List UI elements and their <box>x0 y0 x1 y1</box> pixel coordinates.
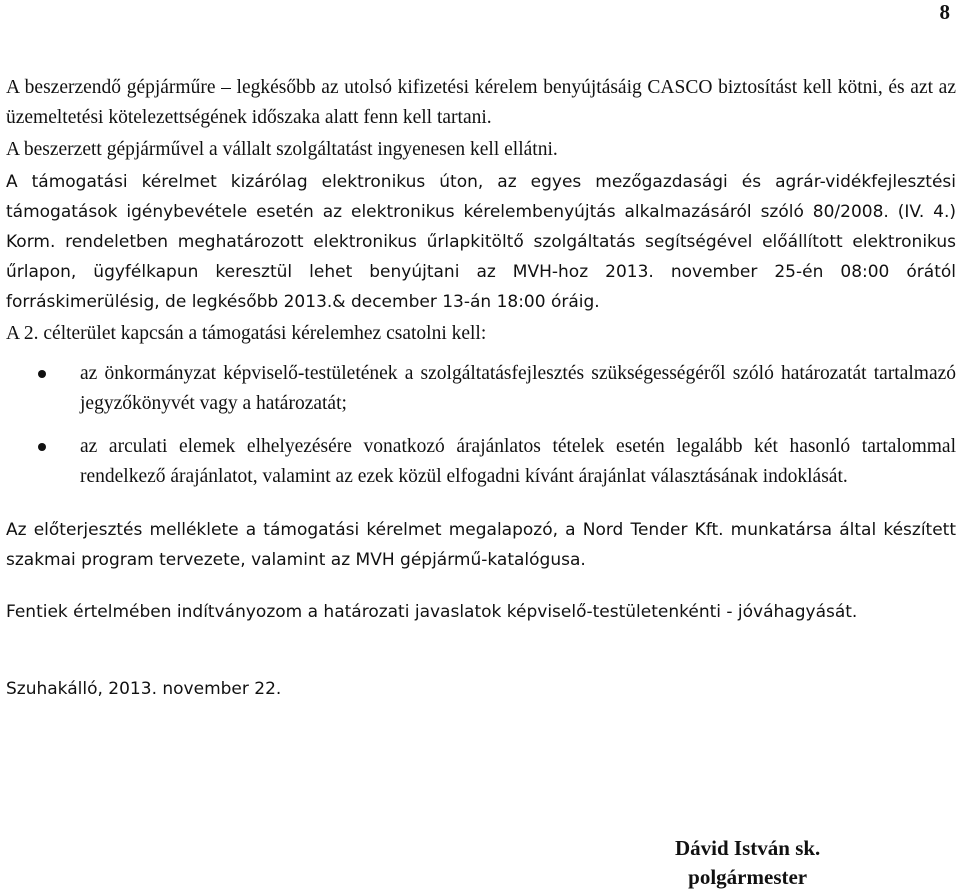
bullet-icon <box>38 443 46 451</box>
paragraph-free-service: A beszerzett gépjárművel a vállalt szolgáltatást ingyenesen kell ellátni. <box>6 139 558 160</box>
document-body <box>6 73 956 704</box>
paragraph-annex: Az előterjesztés melléklete a támogatási kérelmet megalapozó, a Nord Tender Kft. munkatársa által készített szakmai program tervezete, valamint az MVH gépjármű-katalógusa. <box>6 520 956 570</box>
list-item-text: az önkormányzat képviselő-testületének a szolgáltatásfejlesztés szükségességéről szóló határozatát tartalmazó jegyzőkönyvét vagy a határozatát; <box>80 363 956 414</box>
place-date: Szuhakálló, 2013. november 22. <box>6 679 282 699</box>
bullet-icon <box>38 370 46 378</box>
paragraph-proposal: Fentiek értelmében indítványozom a határozati javaslatok képviselő-testületenkénti - jóváhagyását. <box>6 602 858 622</box>
paragraph-casco: A beszerzendő gépjárműre – legkésőbb az utolsó kifizetési kérelem benyújtásáig CASCO biztosítást kell kötni, és azt az üzemeltetési kötelezettségének időszaka alatt fenn kell tartani. <box>6 77 956 128</box>
page-number: 8 <box>939 0 950 24</box>
list-item <box>6 359 956 419</box>
paragraph-application: A támogatási kérelmet kizárólag elektronikus úton, az egyes mezőgazdasági és agrár-vidékfejlesztési támogatások igénybevétele esetén az elektronikus kérelembenyújtás alkalmazásáról szóló 80/2008. (IV. 4.) Korm. rendeletben meghatározott elektronikus űrlapkitöltő szolgáltatás segítségével előállított elektronikus űrlapon, ügyfélkapun keresztül lehet benyújtani az MVH-hoz 2013. november 25-én 08:00 órától forráskimerülésig, de legkésőbb 2013.& december 13-án 18:00 óráig. <box>6 172 956 312</box>
paragraph-attach-intro: A 2. célterület kapcsán a támogatási kérelemhez csatolni kell: <box>6 323 487 344</box>
list-item <box>6 432 956 492</box>
attachment-list <box>6 359 956 492</box>
signature-name: Dávid István sk. <box>675 836 821 860</box>
signature-block <box>675 834 820 892</box>
list-item-text: az arculati elemek elhelyezésére vonatkozó árajánlatos tételek esetén legalább két hasonló tartalommal rendelkező árajánlatot, valamint az ezek közül elfogadni kívánt árajánlat választásának indoklását. <box>80 436 956 487</box>
signature-title: polgármester <box>688 865 808 889</box>
